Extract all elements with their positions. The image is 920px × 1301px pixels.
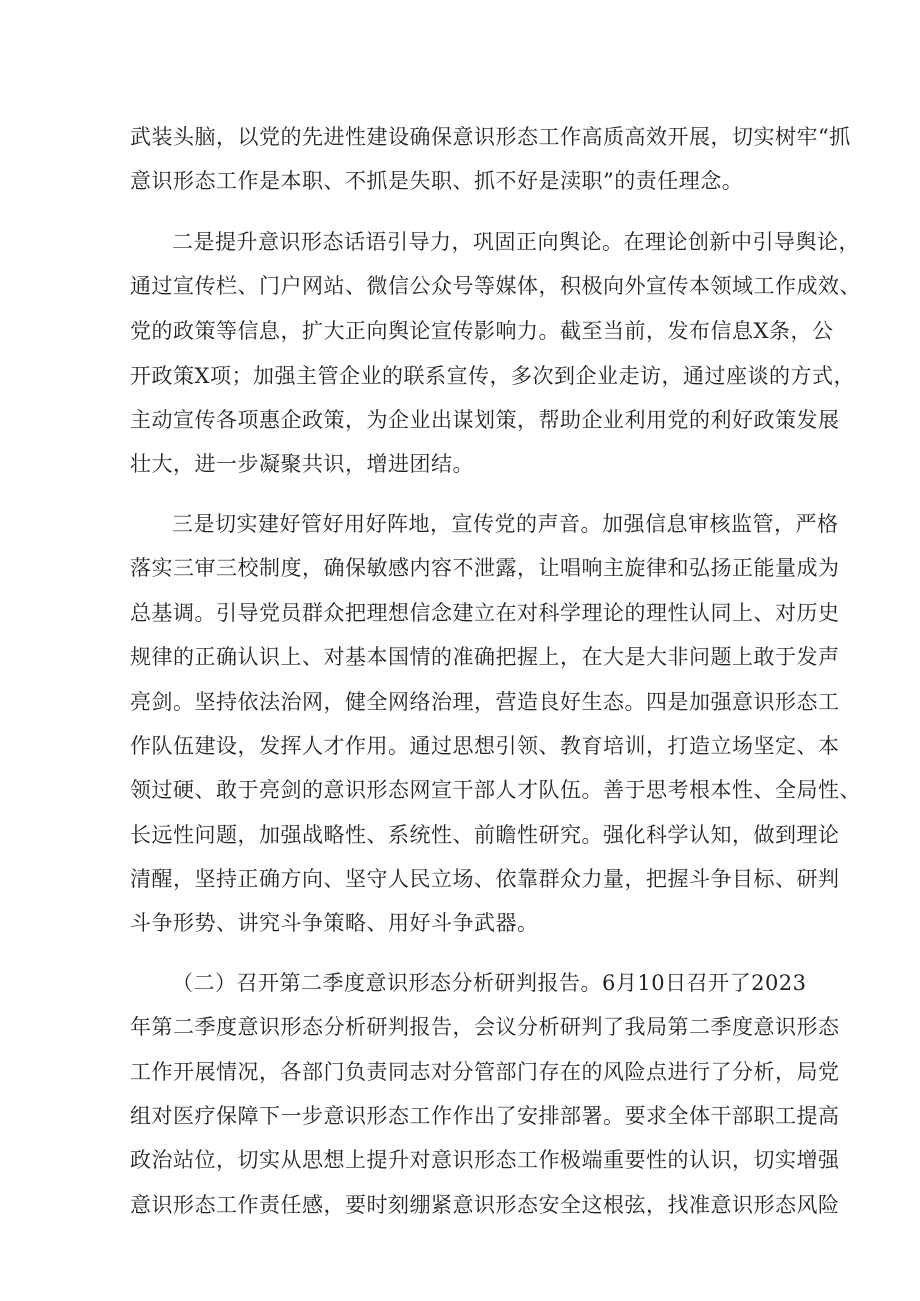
text-line: 年第二季度意识形态分析研判报告，会议分析研判了我局第二季度意识形态 [130, 1015, 840, 1039]
paragraph-start-line: （二）召开第二季度意识形态分析研判报告。6月10日召开了2023 [172, 971, 807, 995]
text-line: 作队伍建设，发挥人才作用。通过思想引领、教育培训，打造立场坚定、本 [130, 734, 840, 758]
text-line: 开政策X项；加强主管企业的联系宣传，多次到企业走访，通过座谈的方式， [130, 364, 855, 388]
text-line: 亮剑。坚持依法治网，健全网络治理，营造良好生态。四是加强意识形态工 [130, 690, 840, 714]
text-line: 工作开展情况，各部门负责同志对分管部门存在的风险点进行了分析，局党 [130, 1060, 840, 1084]
text-line: 武装头脑，以党的先进性建设确保意识形态工作高质高效开展，切实树牢“抓 [130, 125, 851, 149]
text-line: 意识形态工作责任感，要时刻绷紧意识形态安全这根弦，找准意识形态风险 [130, 1193, 840, 1217]
text-line: 落实三审三校制度，确保敏感内容不泄露，让唱响主旋律和弘扬正能量成为 [130, 556, 840, 580]
text-line: 领过硬、敢于亮剑的意识形态网宣干部人才队伍。善于思考根本性、全局性、 [130, 778, 861, 802]
text-line: 组对医疗保障下一步意识形态工作作出了安排部署。要求全体干部职工提高 [130, 1104, 840, 1128]
text-line: 总基调。引导党员群众把理想信念建立在对科学理论的理性认同上、对历史 [130, 601, 840, 625]
text-line: 通过宣传栏、门户网站、微信公众号等媒体，积极向外宣传本领域工作成效、 [130, 274, 861, 298]
text-line: 规律的正确认识上、对基本国情的准确把握上，在大是大非问题上敢于发声 [130, 645, 840, 669]
paragraph-start-line: 三是切实建好管好用好阵地，宣传党的声音。加强信息审核监管，严格 [172, 512, 839, 536]
text-line: 意识形态工作是本职、不抓是失职、抓不好是渎职”的责任理念。 [130, 169, 744, 193]
text-line: 党的政策等信息，扩大正向舆论宣传影响力。截至当前，发布信息X条，公 [130, 319, 834, 343]
text-line: 斗争形势、讲究斗争策略、用好斗争武器。 [130, 911, 539, 935]
text-line: 政治站位，切实从思想上提升对意识形态工作极端重要性的认识，切实增强 [130, 1148, 840, 1172]
text-line: 长远性问题，加强战略性、系统性、前瞻性研究。强化科学认知，做到理论 [130, 823, 840, 847]
text-line: 主动宣传各项惠企政策，为企业出谋划策，帮助企业利用党的利好政策发展 [130, 408, 840, 432]
paragraph-start-line: 二是提升意识形态话语引导力，巩固正向舆论。在理论创新中引导舆论， [172, 230, 860, 254]
text-line: 清醒，坚持正确方向、坚守人民立场、依靠群众力量，把握斗争目标、研判 [130, 867, 840, 891]
text-line: 壮大，进一步凝聚共识，增进团结。 [130, 452, 474, 476]
